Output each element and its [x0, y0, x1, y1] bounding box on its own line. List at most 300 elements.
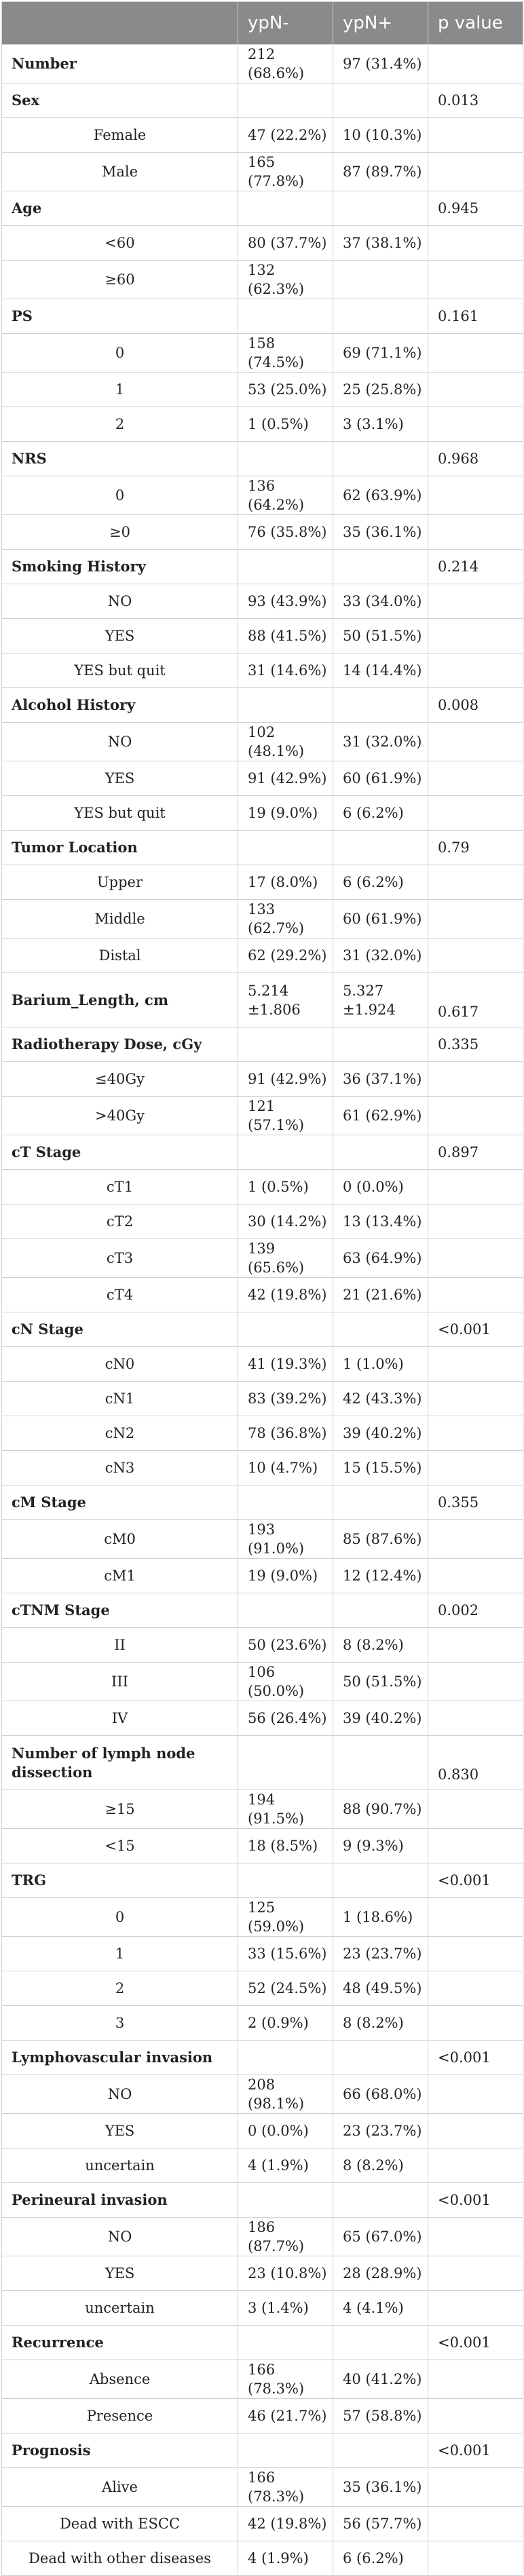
- row-label: 2: [2, 407, 238, 442]
- table-row: [2, 1382, 523, 1416]
- table-row: [2, 2218, 523, 2256]
- ypn-positive-cell: 1 (1.0%): [333, 1347, 428, 1382]
- p-value-cell: [428, 1829, 523, 1863]
- row-label: Radiotherapy Dose, cGy: [2, 1027, 238, 1062]
- ypn-positive-cell: 1 (18.6%): [333, 1898, 428, 1937]
- row-label: NO: [2, 2218, 238, 2256]
- header-ypn-negative: ypN-: [238, 2, 333, 45]
- row-label: PS: [2, 299, 238, 334]
- table-header-row: [2, 2, 523, 45]
- table-row: [2, 2114, 523, 2148]
- table-row: [2, 1239, 523, 1278]
- row-label: Lymphovascular invasion: [2, 2041, 238, 2075]
- p-value-cell: [428, 1559, 523, 1593]
- ypn-negative-cell: 212 (68.6%): [238, 45, 333, 83]
- table-row: [2, 1205, 523, 1239]
- ypn-negative-cell: 30 (14.2%): [238, 1205, 333, 1239]
- ypn-negative-cell: 1 (0.5%): [238, 1170, 333, 1205]
- p-value-cell: [428, 2256, 523, 2291]
- ypn-positive-cell: 62 (63.9%): [333, 476, 428, 515]
- ypn-negative-cell: 166 (78.3%): [238, 2468, 333, 2507]
- p-value-cell: [428, 1701, 523, 1736]
- row-label: <60: [2, 226, 238, 261]
- row-label: cN Stage: [2, 1312, 238, 1347]
- ypn-positive-cell: 42 (43.3%): [333, 1382, 428, 1416]
- row-label: Number of lymph node dissection: [2, 1736, 238, 1790]
- table-row: [2, 1628, 523, 1663]
- ypn-negative-cell: 125 (59.0%): [238, 1898, 333, 1937]
- row-label: YES: [2, 761, 238, 796]
- row-label: YES: [2, 2256, 238, 2291]
- table-row: [2, 118, 523, 153]
- row-label: Tumor Location: [2, 831, 238, 865]
- row-label: Smoking History: [2, 550, 238, 584]
- ypn-negative-cell: 23 (10.8%): [238, 2256, 333, 2291]
- ypn-positive-cell: 35 (36.1%): [333, 2468, 428, 2507]
- ypn-positive-cell: 69 (71.1%): [333, 334, 428, 373]
- row-label: Recurrence: [2, 2326, 238, 2360]
- p-value-cell: 0.968: [428, 442, 523, 476]
- p-value-cell: 0.161: [428, 299, 523, 334]
- p-value-cell: [428, 476, 523, 515]
- ypn-negative-cell: 3 (1.4%): [238, 2291, 333, 2326]
- ypn-positive-cell: [333, 2041, 428, 2075]
- ypn-negative-cell: 4 (1.9%): [238, 2541, 333, 2576]
- row-label: YES but quit: [2, 796, 238, 831]
- ypn-positive-cell: 31 (32.0%): [333, 939, 428, 973]
- ypn-positive-cell: 37 (38.1%): [333, 226, 428, 261]
- row-label: <15: [2, 1829, 238, 1863]
- ypn-positive-cell: [333, 831, 428, 865]
- section-row: [2, 45, 523, 83]
- row-label: 3: [2, 2006, 238, 2041]
- ypn-negative-cell: 136 (64.2%): [238, 476, 333, 515]
- p-value-cell: [428, 723, 523, 761]
- table-row: [2, 584, 523, 619]
- row-label: NO: [2, 723, 238, 761]
- p-value-cell: [428, 1898, 523, 1937]
- row-label: uncertain: [2, 2148, 238, 2183]
- p-value-cell: [428, 1451, 523, 1485]
- section-row: [2, 1312, 523, 1347]
- row-label: cN1: [2, 1382, 238, 1416]
- ypn-negative-cell: 5.214 ±1.806: [238, 973, 333, 1027]
- p-value-cell: [428, 2399, 523, 2433]
- table-row: [2, 2256, 523, 2291]
- ypn-positive-cell: [333, 261, 428, 299]
- p-value-cell: [428, 619, 523, 654]
- ypn-positive-cell: 6 (6.2%): [333, 865, 428, 900]
- p-value-cell: [428, 796, 523, 831]
- row-label: 0: [2, 334, 238, 373]
- table-row: [2, 334, 523, 373]
- ypn-negative-cell: [238, 1312, 333, 1347]
- table-row: [2, 2468, 523, 2507]
- section-row: [2, 1736, 523, 1790]
- row-label: ≥0: [2, 515, 238, 550]
- ypn-positive-cell: [333, 1736, 428, 1790]
- table-row: [2, 654, 523, 688]
- ypn-negative-cell: 102 (48.1%): [238, 723, 333, 761]
- p-value-cell: [428, 1239, 523, 1278]
- ypn-positive-cell: [333, 1135, 428, 1170]
- ypn-negative-cell: [238, 191, 333, 226]
- p-value-cell: 0.214: [428, 550, 523, 584]
- p-value-cell: [428, 761, 523, 796]
- ypn-positive-cell: 23 (23.7%): [333, 1937, 428, 1971]
- table-row: [2, 2148, 523, 2183]
- table-row: [2, 407, 523, 442]
- p-value-cell: [428, 407, 523, 442]
- ypn-positive-cell: 60 (61.9%): [333, 900, 428, 939]
- ypn-positive-cell: 56 (57.7%): [333, 2507, 428, 2541]
- table-row: [2, 2075, 523, 2114]
- row-label: Sex: [2, 83, 238, 118]
- p-value-cell: [428, 2541, 523, 2576]
- section-row: [2, 2326, 523, 2360]
- ypn-positive-cell: 60 (61.9%): [333, 761, 428, 796]
- ypn-negative-cell: [238, 1736, 333, 1790]
- table-row: [2, 1937, 523, 1971]
- p-value-cell: [428, 226, 523, 261]
- row-label: ≥60: [2, 261, 238, 299]
- table-row: [2, 226, 523, 261]
- table-row: [2, 1701, 523, 1736]
- table-row: [2, 515, 523, 550]
- section-row: [2, 1863, 523, 1898]
- ypn-positive-cell: 6 (6.2%): [333, 2541, 428, 2576]
- ypn-negative-cell: 139 (65.6%): [238, 1239, 333, 1278]
- row-label: Presence: [2, 2399, 238, 2433]
- section-row: [2, 550, 523, 584]
- ypn-negative-cell: 165 (77.8%): [238, 153, 333, 191]
- row-label: Distal: [2, 939, 238, 973]
- ypn-negative-cell: [238, 83, 333, 118]
- p-value-cell: [428, 584, 523, 619]
- ypn-negative-cell: [238, 299, 333, 334]
- table-row: [2, 261, 523, 299]
- ypn-negative-cell: 19 (9.0%): [238, 796, 333, 831]
- header-p-value: p value: [428, 2, 523, 45]
- p-value-cell: 0.335: [428, 1027, 523, 1062]
- row-label: Dead with ESCC: [2, 2507, 238, 2541]
- p-value-cell: 0.013: [428, 83, 523, 118]
- p-value-cell: [428, 1278, 523, 1312]
- row-label: Female: [2, 118, 238, 153]
- p-value-cell: [428, 1790, 523, 1829]
- ypn-negative-cell: 10 (4.7%): [238, 1451, 333, 1485]
- ypn-negative-cell: 56 (26.4%): [238, 1701, 333, 1736]
- table-row: [2, 2006, 523, 2041]
- ypn-positive-cell: 4 (4.1%): [333, 2291, 428, 2326]
- row-label: 1: [2, 373, 238, 407]
- section-row: [2, 299, 523, 334]
- p-value-cell: [428, 900, 523, 939]
- p-value-cell: [428, 1520, 523, 1559]
- table-row: [2, 900, 523, 939]
- ypn-positive-cell: 65 (67.0%): [333, 2218, 428, 2256]
- row-label: III: [2, 1663, 238, 1701]
- ypn-positive-cell: [333, 2326, 428, 2360]
- table-row: [2, 1559, 523, 1593]
- row-label: Upper: [2, 865, 238, 900]
- ypn-positive-cell: 15 (15.5%): [333, 1451, 428, 1485]
- ypn-negative-cell: 50 (23.6%): [238, 1628, 333, 1663]
- row-label: Dead with other diseases: [2, 2541, 238, 2576]
- table-row: [2, 2291, 523, 2326]
- row-label: ≤40Gy: [2, 1062, 238, 1097]
- ypn-negative-cell: [238, 1593, 333, 1628]
- ypn-positive-cell: 39 (40.2%): [333, 1416, 428, 1451]
- ypn-positive-cell: 40 (41.2%): [333, 2360, 428, 2399]
- p-value-cell: <0.001: [428, 1863, 523, 1898]
- p-value-cell: 0.617: [428, 973, 523, 1027]
- p-value-cell: [428, 45, 523, 83]
- table-row: [2, 1416, 523, 1451]
- p-value-cell: [428, 654, 523, 688]
- ypn-positive-cell: 13 (13.4%): [333, 1205, 428, 1239]
- p-value-cell: [428, 1097, 523, 1135]
- row-label: Alive: [2, 2468, 238, 2507]
- table-row: [2, 1829, 523, 1863]
- row-label: Perineural invasion: [2, 2183, 238, 2218]
- p-value-cell: [428, 153, 523, 191]
- section-row: [2, 2183, 523, 2218]
- p-value-cell: [428, 2114, 523, 2148]
- section-row: [2, 831, 523, 865]
- ypn-positive-cell: 9 (9.3%): [333, 1829, 428, 1863]
- ypn-negative-cell: 83 (39.2%): [238, 1382, 333, 1416]
- ypn-positive-cell: 33 (34.0%): [333, 584, 428, 619]
- table-row: [2, 1347, 523, 1382]
- row-label: NO: [2, 584, 238, 619]
- row-label: NRS: [2, 442, 238, 476]
- ypn-positive-cell: [333, 1485, 428, 1520]
- p-value-cell: [428, 1205, 523, 1239]
- ypn-negative-cell: [238, 1135, 333, 1170]
- ypn-negative-cell: 121 (57.1%): [238, 1097, 333, 1135]
- row-label: 0: [2, 1898, 238, 1937]
- ypn-positive-cell: [333, 1312, 428, 1347]
- ypn-negative-cell: [238, 1027, 333, 1062]
- ypn-positive-cell: 63 (64.9%): [333, 1239, 428, 1278]
- ypn-negative-cell: 193 (91.0%): [238, 1520, 333, 1559]
- p-value-cell: <0.001: [428, 2183, 523, 2218]
- row-label: YES: [2, 2114, 238, 2148]
- ypn-negative-cell: 46 (21.7%): [238, 2399, 333, 2433]
- ypn-positive-cell: 28 (28.9%): [333, 2256, 428, 2291]
- p-value-cell: 0.79: [428, 831, 523, 865]
- row-label: 2: [2, 1971, 238, 2006]
- p-value-cell: [428, 1971, 523, 2006]
- table-row: [2, 865, 523, 900]
- ypn-negative-cell: 31 (14.6%): [238, 654, 333, 688]
- ypn-negative-cell: [238, 2326, 333, 2360]
- ypn-negative-cell: 41 (19.3%): [238, 1347, 333, 1382]
- ypn-positive-cell: 14 (14.4%): [333, 654, 428, 688]
- ypn-negative-cell: [238, 1863, 333, 1898]
- ypn-positive-cell: 0 (0.0%): [333, 1170, 428, 1205]
- p-value-cell: [428, 261, 523, 299]
- ypn-positive-cell: [333, 442, 428, 476]
- ypn-negative-cell: [238, 442, 333, 476]
- p-value-cell: [428, 2075, 523, 2114]
- ypn-negative-cell: 78 (36.8%): [238, 1416, 333, 1451]
- table-row: [2, 1170, 523, 1205]
- row-label: 1: [2, 1937, 238, 1971]
- ypn-negative-cell: 106 (50.0%): [238, 1663, 333, 1701]
- section-row: [2, 688, 523, 723]
- p-value-cell: [428, 118, 523, 153]
- row-label: YES but quit: [2, 654, 238, 688]
- table-row: [2, 153, 523, 191]
- row-label: cN3: [2, 1451, 238, 1485]
- ypn-negative-cell: [238, 688, 333, 723]
- table-row: [2, 2507, 523, 2541]
- p-value-cell: [428, 334, 523, 373]
- row-label: cTNM Stage: [2, 1593, 238, 1628]
- ypn-positive-cell: 8 (8.2%): [333, 2006, 428, 2041]
- patient-characteristics-table: [1, 1, 523, 2576]
- table-row: [2, 1971, 523, 2006]
- ypn-positive-cell: 36 (37.1%): [333, 1062, 428, 1097]
- table-row: [2, 1278, 523, 1312]
- p-value-cell: <0.001: [428, 2041, 523, 2075]
- ypn-negative-cell: 42 (19.8%): [238, 2507, 333, 2541]
- ypn-negative-cell: 186 (87.7%): [238, 2218, 333, 2256]
- row-label: cT3: [2, 1239, 238, 1278]
- table-row: [2, 2541, 523, 2576]
- p-value-cell: <0.001: [428, 2326, 523, 2360]
- ypn-positive-cell: [333, 1027, 428, 1062]
- table-row: [2, 723, 523, 761]
- section-row: [2, 1593, 523, 1628]
- ypn-positive-cell: 12 (12.4%): [333, 1559, 428, 1593]
- row-label: cM0: [2, 1520, 238, 1559]
- p-value-cell: [428, 2148, 523, 2183]
- p-value-cell: 0.830: [428, 1736, 523, 1790]
- ypn-positive-cell: [333, 191, 428, 226]
- table-row: [2, 1663, 523, 1701]
- ypn-negative-cell: 53 (25.0%): [238, 373, 333, 407]
- p-value-cell: 0.945: [428, 191, 523, 226]
- ypn-positive-cell: [333, 83, 428, 118]
- ypn-negative-cell: 76 (35.8%): [238, 515, 333, 550]
- ypn-positive-cell: 87 (89.7%): [333, 153, 428, 191]
- ypn-negative-cell: 194 (91.5%): [238, 1790, 333, 1829]
- p-value-cell: 0.355: [428, 1485, 523, 1520]
- row-label: >40Gy: [2, 1097, 238, 1135]
- section-row: [2, 191, 523, 226]
- ypn-negative-cell: 52 (24.5%): [238, 1971, 333, 2006]
- ypn-positive-cell: [333, 2433, 428, 2468]
- row-label: Middle: [2, 900, 238, 939]
- ypn-negative-cell: 1 (0.5%): [238, 407, 333, 442]
- section-row: [2, 1485, 523, 1520]
- row-label: 0: [2, 476, 238, 515]
- ypn-positive-cell: 57 (58.8%): [333, 2399, 428, 2433]
- ypn-positive-cell: 50 (51.5%): [333, 1663, 428, 1701]
- row-label: TRG: [2, 1863, 238, 1898]
- section-row: [2, 83, 523, 118]
- ypn-positive-cell: 10 (10.3%): [333, 118, 428, 153]
- p-value-cell: [428, 1347, 523, 1382]
- p-value-cell: [428, 1416, 523, 1451]
- ypn-positive-cell: 31 (32.0%): [333, 723, 428, 761]
- ypn-positive-cell: 66 (68.0%): [333, 2075, 428, 2114]
- ypn-positive-cell: 35 (36.1%): [333, 515, 428, 550]
- section-row: [2, 2433, 523, 2468]
- ypn-negative-cell: 93 (43.9%): [238, 584, 333, 619]
- ypn-positive-cell: 8 (8.2%): [333, 1628, 428, 1663]
- table-row: [2, 1520, 523, 1559]
- ypn-negative-cell: [238, 550, 333, 584]
- p-value-cell: [428, 1937, 523, 1971]
- header-variable: [2, 2, 238, 45]
- ypn-negative-cell: 158 (74.5%): [238, 334, 333, 373]
- ypn-negative-cell: 132 (62.3%): [238, 261, 333, 299]
- p-value-cell: 0.008: [428, 688, 523, 723]
- row-label: Prognosis: [2, 2433, 238, 2468]
- table-body: [2, 45, 523, 2576]
- ypn-negative-cell: [238, 2183, 333, 2218]
- ypn-negative-cell: 17 (8.0%): [238, 865, 333, 900]
- ypn-positive-cell: [333, 1863, 428, 1898]
- table-row: [2, 373, 523, 407]
- ypn-negative-cell: 91 (42.9%): [238, 1062, 333, 1097]
- ypn-positive-cell: 50 (51.5%): [333, 619, 428, 654]
- p-value-cell: [428, 865, 523, 900]
- ypn-negative-cell: 19 (9.0%): [238, 1559, 333, 1593]
- ypn-negative-cell: 18 (8.5%): [238, 1829, 333, 1863]
- section-row: [2, 973, 523, 1027]
- table-row: [2, 939, 523, 973]
- header-ypn-positive: ypN+: [333, 2, 428, 45]
- ypn-negative-cell: 91 (42.9%): [238, 761, 333, 796]
- table-row: [2, 619, 523, 654]
- ypn-positive-cell: [333, 2183, 428, 2218]
- p-value-cell: [428, 1382, 523, 1416]
- row-label: cN2: [2, 1416, 238, 1451]
- section-row: [2, 442, 523, 476]
- p-value-cell: [428, 1628, 523, 1663]
- p-value-cell: <0.001: [428, 1312, 523, 1347]
- ypn-positive-cell: [333, 688, 428, 723]
- ypn-positive-cell: 23 (23.7%): [333, 2114, 428, 2148]
- row-label: YES: [2, 619, 238, 654]
- row-label: cM Stage: [2, 1485, 238, 1520]
- table-row: [2, 1790, 523, 1829]
- ypn-positive-cell: [333, 1593, 428, 1628]
- row-label: cT Stage: [2, 1135, 238, 1170]
- ypn-positive-cell: 48 (49.5%): [333, 1971, 428, 2006]
- p-value-cell: [428, 1663, 523, 1701]
- ypn-positive-cell: 21 (21.6%): [333, 1278, 428, 1312]
- ypn-negative-cell: 33 (15.6%): [238, 1937, 333, 1971]
- p-value-cell: 0.897: [428, 1135, 523, 1170]
- table-row: [2, 476, 523, 515]
- ypn-positive-cell: 25 (25.8%): [333, 373, 428, 407]
- ypn-negative-cell: 4 (1.9%): [238, 2148, 333, 2183]
- row-label: Age: [2, 191, 238, 226]
- section-row: [2, 1135, 523, 1170]
- row-label: II: [2, 1628, 238, 1663]
- section-row: [2, 1027, 523, 1062]
- ypn-positive-cell: 85 (87.6%): [333, 1520, 428, 1559]
- ypn-positive-cell: 97 (31.4%): [333, 45, 428, 83]
- p-value-cell: [428, 373, 523, 407]
- p-value-cell: <0.001: [428, 2433, 523, 2468]
